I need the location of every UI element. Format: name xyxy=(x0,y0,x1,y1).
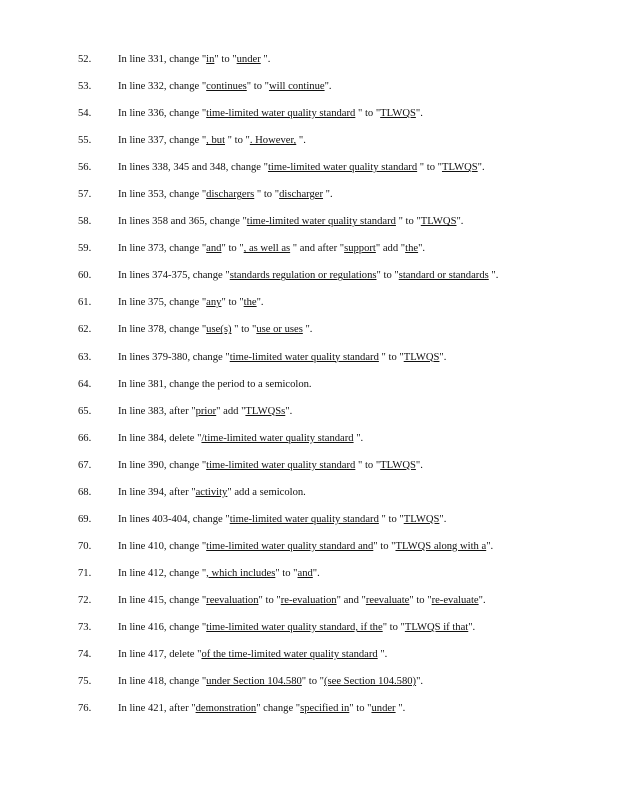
amendment-text-segment: " to " xyxy=(221,297,244,309)
amendment-text-segment: ". xyxy=(415,459,423,471)
underlined-term: time-limited water quality standard xyxy=(206,459,356,471)
amendment-text-segment: ". xyxy=(418,243,426,255)
underlined-term: , which includes xyxy=(206,567,276,579)
underlined-term: under xyxy=(236,54,261,65)
amendment-text-segment: In lines 374-375, change " xyxy=(118,270,230,282)
amendment-item xyxy=(78,647,598,674)
amendment-item xyxy=(78,593,598,620)
amendment-list xyxy=(78,52,598,728)
amendment-text-segment: In lines 358 and 365, change " xyxy=(118,216,247,228)
amendment-text xyxy=(118,322,312,338)
underlined-term: TLWQS xyxy=(420,216,457,228)
underlined-term: of the time-limited water quality standard xyxy=(201,649,378,661)
underlined-term: TLWQS xyxy=(441,162,478,174)
amendment-text-segment: ". xyxy=(377,649,388,661)
amendment-text xyxy=(118,620,475,636)
amendment-text-segment: ". xyxy=(395,703,406,715)
amendment-text-segment: In lines 379-380, change " xyxy=(118,351,230,363)
amendment-text-segment: " to " xyxy=(225,135,250,147)
amendment-number: 62. xyxy=(78,324,92,336)
amendment-text-segment: " to " xyxy=(275,567,298,579)
amendment-item xyxy=(78,539,598,566)
underlined-term: continues xyxy=(206,81,247,93)
underlined-term: support xyxy=(344,243,376,255)
amendment-number: 56. xyxy=(78,162,92,174)
amendment-number: 66. xyxy=(78,432,92,444)
amendment-text-segment: In line 410, change " xyxy=(118,540,207,552)
amendment-number: 72. xyxy=(78,594,92,606)
amendment-text-segment: In line 332, change " xyxy=(118,81,207,93)
amendment-text xyxy=(118,539,493,555)
underlined-term: specified in xyxy=(300,703,350,715)
amendment-text xyxy=(118,701,405,717)
amendment-text-segment: " to " xyxy=(355,108,381,120)
amendment-text-segment: In line 384, delete " xyxy=(118,432,202,444)
amendment-number: 73. xyxy=(78,621,92,633)
amendment-text-segment: ". xyxy=(439,513,447,525)
amendment-item xyxy=(78,106,598,133)
amendment-text-segment: ". xyxy=(415,108,423,120)
amendment-text-segment: In line 378, change " xyxy=(118,324,207,336)
underlined-term: under xyxy=(371,703,396,715)
underlined-term: time-limited water quality standard xyxy=(229,513,379,525)
underlined-term: TLWQS if that xyxy=(404,621,469,633)
amendment-text xyxy=(118,133,306,149)
underlined-term: (see Section 104.580) xyxy=(323,676,417,688)
amendment-text-segment: ". xyxy=(439,351,447,363)
amendment-text-segment: ". xyxy=(260,54,271,65)
amendment-item xyxy=(78,485,598,512)
amendment-text xyxy=(118,295,264,311)
amendment-text xyxy=(118,404,292,420)
underlined-term: time-limited water quality standard xyxy=(206,108,356,120)
amendment-item xyxy=(78,458,598,485)
underlined-term: time-limited water quality standard xyxy=(246,216,396,228)
amendment-item xyxy=(78,701,598,728)
amendment-text xyxy=(118,350,446,366)
underlined-term: dischargers xyxy=(206,189,255,201)
amendment-text-segment: In line 394, after " xyxy=(118,486,196,498)
amendment-number: 69. xyxy=(78,513,92,525)
underlined-term: TLWQS xyxy=(380,459,416,471)
amendment-number: 68. xyxy=(78,486,92,498)
amendment-item xyxy=(78,404,598,431)
amendment-text-segment: ". xyxy=(488,270,499,282)
amendment-number: 70. xyxy=(78,540,92,552)
amendment-text-segment: " to " xyxy=(417,162,442,174)
underlined-term: , but xyxy=(206,135,226,147)
amendment-text xyxy=(118,268,498,284)
amendment-text-segment: " to " xyxy=(378,513,404,525)
underlined-term: reevaluation xyxy=(206,594,259,606)
amendment-text-segment: In lines 338, 345 and 348, change " xyxy=(118,162,268,174)
amendment-text-segment: In line 353, change " xyxy=(118,189,207,201)
amendment-text-segment: In line 418, change " xyxy=(118,676,207,688)
amendment-text-segment: ". xyxy=(285,405,293,417)
amendment-text xyxy=(118,187,333,203)
amendment-number: 59. xyxy=(78,243,92,255)
underlined-term: discharger xyxy=(279,189,324,201)
amendment-text-segment: " to " xyxy=(376,270,399,282)
amendment-text-segment: " add " xyxy=(375,243,406,255)
amendment-text-segment: ". xyxy=(312,567,320,579)
amendment-text-segment: " add " xyxy=(216,405,246,417)
amendment-text-segment: " to " xyxy=(349,703,372,715)
amendment-number: 52. xyxy=(78,54,92,65)
underlined-term: . However, xyxy=(249,135,297,147)
amendment-text xyxy=(118,512,446,528)
amendment-item xyxy=(78,133,598,160)
amendment-item xyxy=(78,377,598,404)
amendment-item xyxy=(78,620,598,647)
amendment-text xyxy=(118,79,332,95)
underlined-term: use(s) xyxy=(206,324,232,336)
underlined-term: re-evaluation xyxy=(280,594,337,606)
amendment-text-segment: " to " xyxy=(355,459,381,471)
amendment-text xyxy=(118,458,423,474)
amendment-text-segment: " and after " xyxy=(290,243,345,255)
amendment-text xyxy=(118,106,423,122)
amendment-text xyxy=(118,431,363,447)
underlined-term: and xyxy=(206,243,222,255)
underlined-term: TLWQS along with a xyxy=(395,540,487,552)
amendment-text-segment: ". xyxy=(323,189,333,201)
amendment-text-segment: In line 417, delete " xyxy=(118,649,202,661)
amendment-text-segment: " to " xyxy=(231,324,257,336)
underlined-term: under Section 104.580 xyxy=(206,676,302,688)
amendment-text-segment: In line 421, after " xyxy=(118,703,196,715)
underlined-term: standard or standards xyxy=(398,270,489,282)
amendment-text-segment: " to " xyxy=(409,594,432,606)
underlined-term: TLWQS xyxy=(403,351,440,363)
amendment-number: 57. xyxy=(78,189,92,201)
amendment-text-segment: In line 337, change " xyxy=(118,135,207,147)
amendment-text-segment: " to " xyxy=(258,594,281,606)
amendment-item xyxy=(78,512,598,539)
amendment-item xyxy=(78,187,598,214)
amendment-item xyxy=(78,79,598,106)
underlined-term: and xyxy=(297,567,313,579)
amendment-text-segment: " to " xyxy=(254,189,280,201)
underlined-term: , as well as xyxy=(243,243,291,255)
amendment-text xyxy=(118,566,320,582)
amendment-text xyxy=(118,52,270,68)
amendment-number: 53. xyxy=(78,81,92,93)
underlined-term: any xyxy=(206,297,222,309)
amendment-text-segment: ". xyxy=(486,540,494,552)
amendment-text xyxy=(118,593,486,609)
amendment-number: 61. xyxy=(78,297,92,309)
amendment-number: 71. xyxy=(78,567,92,579)
underlined-term: TLWQS xyxy=(380,108,416,120)
amendment-item xyxy=(78,566,598,593)
amendment-text-segment: In line 390, change " xyxy=(118,459,207,471)
amendment-text-segment: " to " xyxy=(221,243,244,255)
amendment-item xyxy=(78,431,598,458)
amendment-text xyxy=(118,377,312,393)
amendment-text-segment: ". xyxy=(296,135,306,147)
underlined-term: in xyxy=(206,54,215,65)
amendment-text-segment: In line 415, change " xyxy=(118,594,207,606)
underlined-term: time-limited water quality standard xyxy=(229,351,379,363)
amendment-text-segment: ". xyxy=(353,432,364,444)
underlined-term: use or uses xyxy=(256,324,303,336)
underlined-term: the xyxy=(405,243,419,255)
underlined-term: standards regulation or regulations xyxy=(229,270,377,282)
amendment-text-segment: ". xyxy=(324,81,332,93)
amendment-text xyxy=(118,647,387,663)
underlined-term: TLWQS xyxy=(403,513,440,525)
underlined-term: reevaluate xyxy=(365,594,410,606)
amendment-number: 63. xyxy=(78,351,92,363)
amendment-number: 67. xyxy=(78,459,92,471)
amendment-text-segment: In line 381, change the period to a semicolon. xyxy=(118,378,312,390)
amendment-text-segment: In line 331, change " xyxy=(118,54,207,65)
amendment-text-segment: " to " xyxy=(382,621,405,633)
amendment-text-segment: In line 412, change " xyxy=(118,567,207,579)
amendment-number: 65. xyxy=(78,405,92,417)
amendment-number: 75. xyxy=(78,676,92,688)
underlined-term: TLWQSs xyxy=(245,405,286,417)
amendment-text-segment: In lines 403-404, change " xyxy=(118,513,230,525)
amendment-text-segment: ". xyxy=(256,297,264,309)
amendment-text-segment: " to " xyxy=(378,351,404,363)
amendment-text-segment: ". xyxy=(478,594,486,606)
underlined-term: time-limited water quality standard and xyxy=(206,540,374,552)
amendment-item xyxy=(78,52,598,79)
amendment-text xyxy=(118,674,423,690)
amendment-number: 55. xyxy=(78,135,92,147)
amendment-item xyxy=(78,268,598,295)
amendment-number: 58. xyxy=(78,216,92,228)
amendment-text-segment: ". xyxy=(416,676,424,688)
amendment-text xyxy=(118,214,463,230)
underlined-term: time-limited water quality standard, if the xyxy=(206,621,383,633)
amendment-text-segment: " to " xyxy=(373,540,396,552)
amendment-item xyxy=(78,295,598,322)
amendment-text-segment: In line 375, change " xyxy=(118,297,207,309)
amendment-item xyxy=(78,674,598,701)
amendment-text-segment: " change " xyxy=(256,703,301,715)
amendment-item xyxy=(78,350,598,377)
amendment-text xyxy=(118,160,485,176)
amendment-number: 76. xyxy=(78,703,92,715)
amendment-text-segment: ". xyxy=(468,621,476,633)
amendment-text-segment: " to " xyxy=(301,676,324,688)
underlined-term: demonstration xyxy=(195,703,257,715)
amendment-item xyxy=(78,214,598,241)
amendment-text-segment: In line 383, after " xyxy=(118,405,196,417)
underlined-term: /time-limited water quality standard xyxy=(201,432,354,444)
amendment-text-segment: " add a semicolon. xyxy=(227,486,306,498)
amendment-text-segment: In line 373, change " xyxy=(118,243,207,255)
amendment-text-segment: ". xyxy=(302,324,313,336)
amendment-text xyxy=(118,241,425,257)
amendment-number: 60. xyxy=(78,270,92,282)
amendment-number: 74. xyxy=(78,649,92,661)
amendment-text xyxy=(118,485,306,501)
underlined-term: will continue xyxy=(268,81,325,93)
amendment-text-segment: In line 336, change " xyxy=(118,108,207,120)
amendment-number: 64. xyxy=(78,378,92,390)
amendment-item xyxy=(78,322,598,349)
amendment-text-segment: ". xyxy=(456,216,464,228)
amendment-text-segment: In line 416, change " xyxy=(118,621,207,633)
underlined-term: time-limited water quality standard xyxy=(267,162,418,174)
amendment-text-segment: ". xyxy=(477,162,485,174)
amendment-text-segment: " and " xyxy=(336,594,366,606)
amendment-number: 54. xyxy=(78,108,92,120)
underlined-term: the xyxy=(243,297,257,309)
amendment-text-segment: " to " xyxy=(214,54,237,65)
underlined-term: prior xyxy=(195,405,217,417)
underlined-term: re-evaluate xyxy=(431,594,479,606)
amendment-item xyxy=(78,241,598,268)
amendment-text-segment: " to " xyxy=(395,216,421,228)
amendment-text-segment: " to " xyxy=(246,81,269,93)
underlined-term: activity xyxy=(195,486,228,498)
amendment-item xyxy=(78,160,598,187)
